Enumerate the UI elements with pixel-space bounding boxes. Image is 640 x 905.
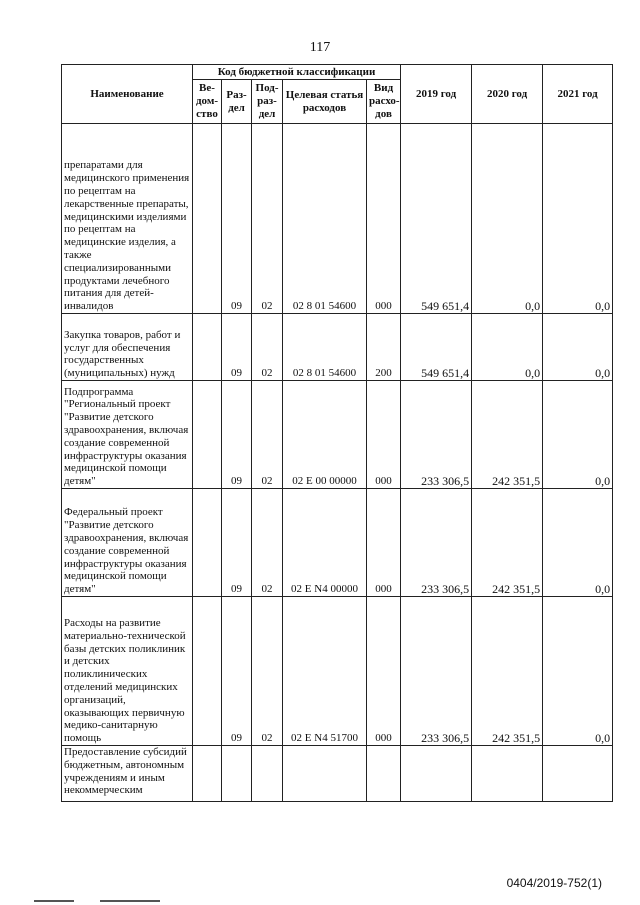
- cell-2021: 0,0: [543, 124, 613, 314]
- cell-2019: 549 651,4: [401, 124, 472, 314]
- cell-2019: 549 651,4: [401, 314, 472, 381]
- cell-target: 02 8 01 54600: [283, 314, 367, 381]
- row-name: Закупка товаров, работ и услуг для обеспечения государственных (муниципальных) нужд: [62, 314, 193, 381]
- cell-2020: 242 351,5: [472, 489, 543, 597]
- cell-vedomstvo: [193, 597, 222, 746]
- cell-target: 02 8 01 54600: [283, 124, 367, 314]
- cell-razdel: 09: [222, 314, 252, 381]
- cell-vedomstvo: [193, 381, 222, 489]
- row-name: Расходы на развитие материально-технической базы детских поликлиник и детских поликлинических отделений медицинских организаций, оказывающих первичную медико-санитарную помощь: [62, 597, 193, 746]
- cell-2020: 0,0: [472, 124, 543, 314]
- cell-razdel: 09: [222, 124, 252, 314]
- header-name: Наименование: [62, 65, 193, 124]
- header-target: Целевая статья расходов: [283, 80, 367, 124]
- cell-vid: 000: [367, 489, 401, 597]
- cell-target: 02 Е N4 00000: [283, 489, 367, 597]
- header-vedomstvo: Ве-дом-ство: [193, 80, 222, 124]
- cell-vedomstvo: [193, 314, 222, 381]
- cell-vid: 000: [367, 124, 401, 314]
- header-2019: 2019 год: [401, 65, 472, 124]
- row-name: Подпрограмма "Региональный проект "Развитие детского здравоохранения, включая создание современной инфраструктуры оказания медицинской помощи детям": [62, 381, 193, 489]
- cell-2020: [472, 746, 543, 802]
- table-row: [62, 489, 613, 597]
- header-code-group: Код бюджетной классификации: [193, 65, 401, 80]
- header-podrazdel: Под-раз-дел: [252, 80, 283, 124]
- cell-podrazdel: 02: [252, 314, 283, 381]
- cell-razdel: [222, 746, 252, 802]
- cell-target: 02 Е N4 51700: [283, 597, 367, 746]
- page-number: 117: [309, 40, 331, 55]
- table-row: [62, 746, 613, 802]
- row-name: Федеральный проект "Развитие детского здравоохранения, включая создание современной инфраструктуры оказания медицинской помощи детям": [62, 489, 193, 597]
- table-row: [62, 381, 613, 489]
- header-vid: Вид расхо-дов: [367, 80, 401, 124]
- scan-mark-left: [34, 900, 74, 902]
- cell-vid: [367, 746, 401, 802]
- cell-podrazdel: 02: [252, 597, 283, 746]
- cell-podrazdel: 02: [252, 381, 283, 489]
- cell-2019: 233 306,5: [401, 597, 472, 746]
- row-name: Предоставление субсидий бюджетным, автономным учреждениям и иным некоммерческим: [62, 746, 193, 802]
- cell-2019: [401, 746, 472, 802]
- cell-target: [283, 746, 367, 802]
- cell-2020: 0,0: [472, 314, 543, 381]
- cell-2020: 242 351,5: [472, 381, 543, 489]
- table-row: [62, 314, 613, 381]
- cell-vid: 200: [367, 314, 401, 381]
- cell-podrazdel: [252, 746, 283, 802]
- cell-vedomstvo: [193, 489, 222, 597]
- header-2021: 2021 год: [543, 65, 613, 124]
- cell-2019: 233 306,5: [401, 381, 472, 489]
- cell-vedomstvo: [193, 124, 222, 314]
- cell-2021: 0,0: [543, 381, 613, 489]
- header-2020: 2020 год: [472, 65, 543, 124]
- header-razdel: Раз-дел: [222, 80, 252, 124]
- cell-2021: [543, 746, 613, 802]
- cell-podrazdel: 02: [252, 124, 283, 314]
- cell-razdel: 09: [222, 597, 252, 746]
- cell-2021: 0,0: [543, 489, 613, 597]
- cell-target: 02 Е 00 00000: [283, 381, 367, 489]
- cell-razdel: 09: [222, 489, 252, 597]
- document-code: 0404/2019-752(1): [506, 876, 602, 890]
- cell-podrazdel: 02: [252, 489, 283, 597]
- cell-2021: 0,0: [543, 314, 613, 381]
- cell-vid: 000: [367, 597, 401, 746]
- cell-razdel: 09: [222, 381, 252, 489]
- table-row: [62, 124, 613, 314]
- cell-vedomstvo: [193, 746, 222, 802]
- budget-table: [61, 64, 613, 802]
- row-name: препаратами для медицинского применения по рецептам на лекарственные препараты, медицинскими изделиями по рецептам на медицинские изделия, а также специализированными продуктами лечебного питания для детей-инвалидов: [62, 124, 193, 314]
- cell-2020: 242 351,5: [472, 597, 543, 746]
- cell-vid: 000: [367, 381, 401, 489]
- table-row: [62, 597, 613, 746]
- cell-2019: 233 306,5: [401, 489, 472, 597]
- cell-2021: 0,0: [543, 597, 613, 746]
- scan-mark-right: [100, 900, 160, 902]
